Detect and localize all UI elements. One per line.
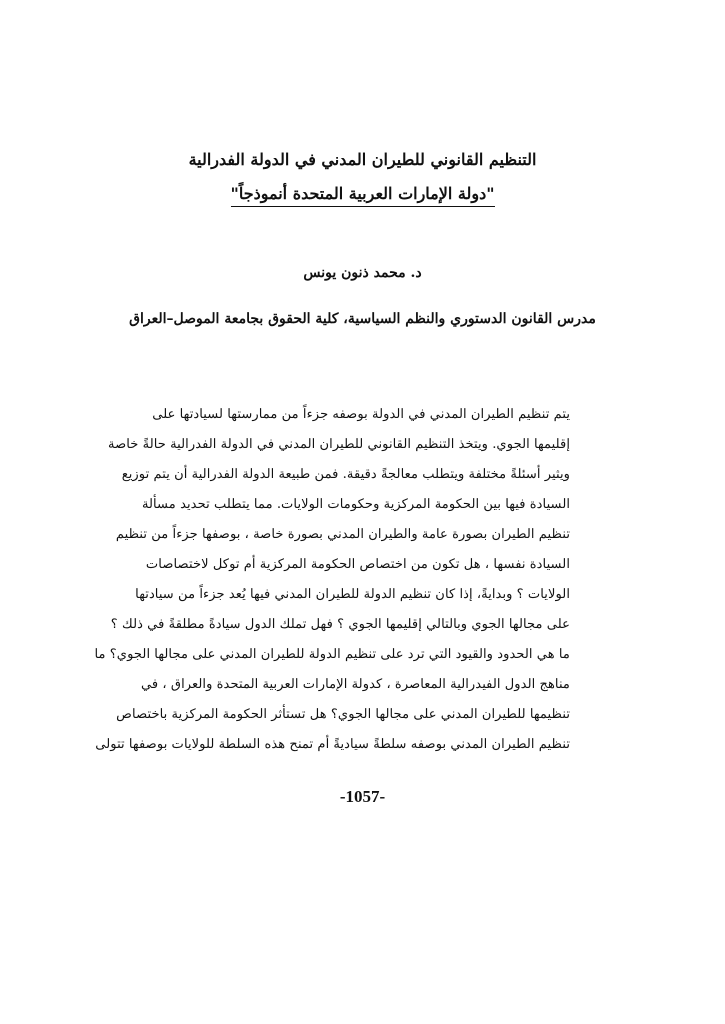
body-line: تنظيمها للطيران المدني على مجالها الجوي؟ هل تستأثر الحكومة المركزية باختصاص: [116, 707, 570, 722]
author-affiliation: مدرس القانون الدستوري والنظم السياسية، كلية الحقوق بجامعة الموصل–العراق: [129, 311, 596, 327]
page-number: -1057-: [339, 787, 386, 806]
document-title: التنظيم القانوني للطيران المدني في الدولة الفدرالية: [188, 150, 537, 169]
body-line: الولايات ؟ وبدايةً، إذا كان تنظيم الدولة للطيران المدني فيها يُعد جزءاً من سيادتها: [135, 587, 570, 602]
body-line: إقليمها الجوي. ويتخذ التنظيم القانوني للطيران المدني في الدولة الفدرالية حالةً خاصة: [108, 437, 570, 452]
body-line: ما هي الحدود والقيود التي ترد على تنظيم الدولة للطيران المدني على مجالها الجوي؟ ما: [94, 647, 570, 662]
body-line: تنظيم الطيران بصورة عامة والطيران المدني بصورة خاصة ، بوصفها جزءاً من تنظيم: [115, 527, 570, 542]
body-line: ويثير أسئلةً مختلفة ويتطلب معالجةً دقيقة. فمن طبيعة الدولة الفدرالية أن يتم توزيع: [121, 467, 570, 482]
body-line: يتم تنظيم الطيران المدني في الدولة بوصفه جزءاً من ممارستها لسيادتها على: [152, 407, 570, 422]
author-name: د. محمد ذنون يونس: [303, 265, 422, 281]
body-line: على مجالها الجوي وبالتالي إقليمها الجوي ؟ فهل تملك الدول سيادةً مطلقةً في ذلك ؟: [110, 617, 570, 632]
body-line: مناهج الدول الفيدرالية المعاصرة ، كدولة الإمارات العربية المتحدة والعراق ، في: [140, 677, 570, 692]
body-line: تنظيم الطيران المدني بوصفه سلطةً سياديةً أم تمنح هذه السلطة للولايات بوصفها تتولى: [95, 737, 570, 752]
body-line: السيادة فيها بين الحكومة المركزية وحكومات الولايات. مما يتطلب تحديد مسألة: [141, 497, 570, 512]
document-subtitle: "دولة الإمارات العربية المتحدة أنموذجاً": [230, 184, 494, 207]
body-line: السيادة نفسها ، هل تكون من اختصاص الحكومة المركزية أم توكل لاختصاصات: [145, 557, 570, 572]
body-paragraph: [94, 400, 570, 760]
